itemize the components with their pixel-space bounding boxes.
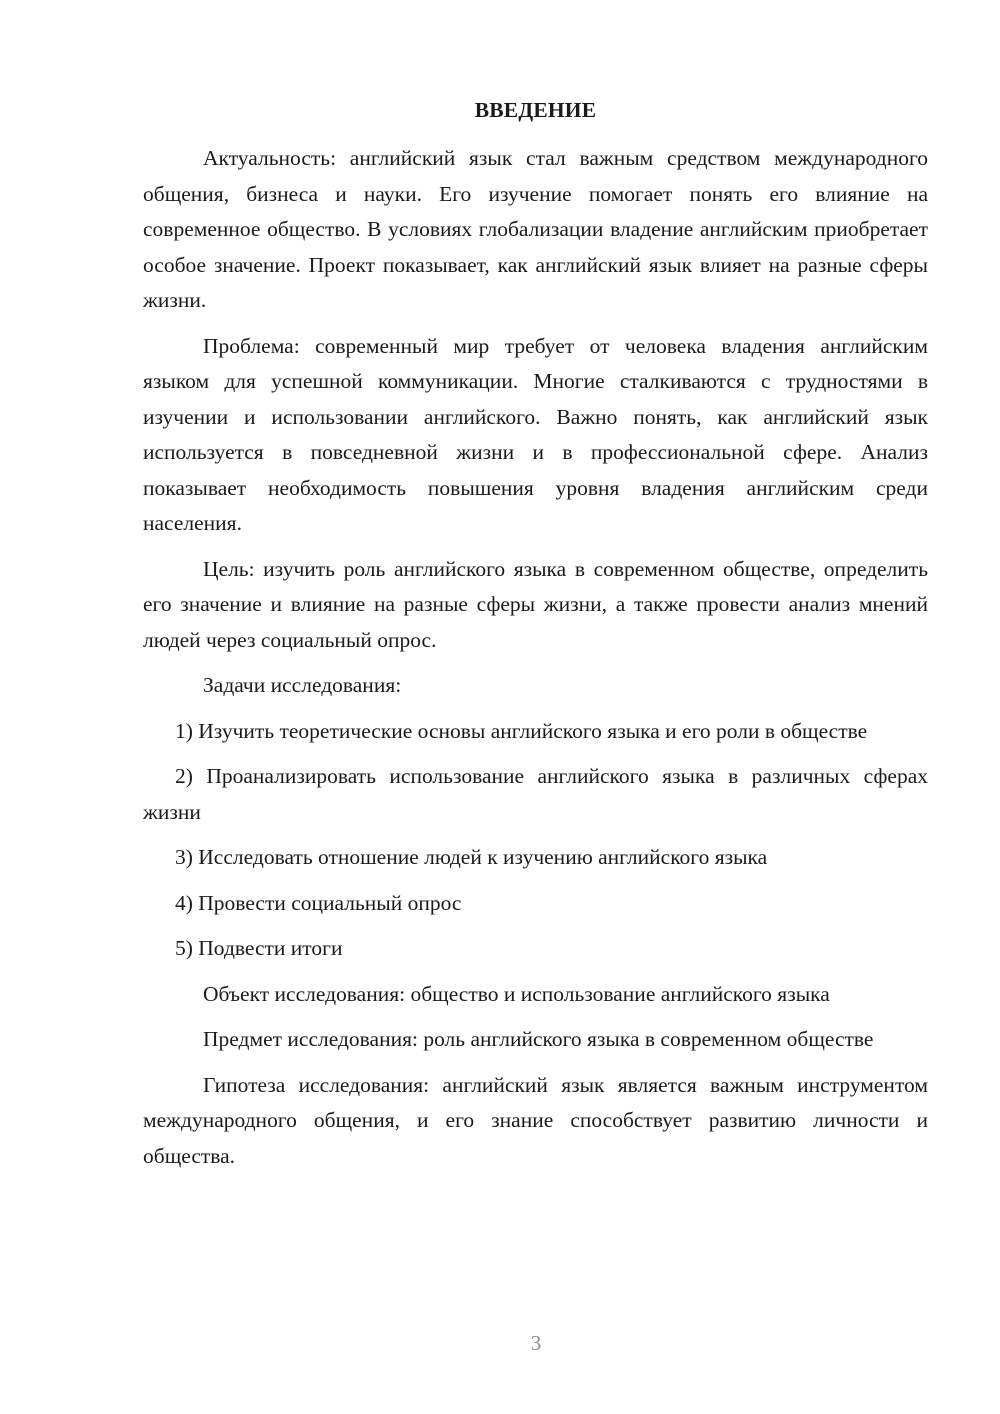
- tasks-heading: Задачи исследования:: [203, 673, 402, 697]
- task-item: 2) Проанализировать использование английского языка в различных сферах жизни: [143, 764, 928, 824]
- section-title: ВВЕДЕНИЕ: [474, 98, 597, 122]
- task-item: 1) Изучить теоретические основы английского языка и его роли в обществе: [175, 718, 868, 743]
- goal-paragraph: Цель: изучить роль английского языка в современном обществе, определить его значение и влияние на разные сферы жизни, а также провести анализ мнений людей через социальный опрос.: [143, 556, 928, 652]
- task-item: 4) Провести социальный опрос: [175, 890, 462, 915]
- relevance-paragraph: Актуальность: английский язык стал важным средством международного общения, бизнеса и науки. Его изучение помогает понять его влияние на современное общество. В условиях глобализации владение английским приобретает особое значение. Проект показывает, как английский язык влияет на разные сферы жизни.: [143, 146, 928, 312]
- task-item: 3) Исследовать отношение людей к изучению английского языка: [175, 845, 768, 869]
- task-item: 5) Подвести итоги: [175, 936, 343, 960]
- problem-paragraph: Проблема: современный мир требует от человека владения английским языком для успешной коммуникации. Многие сталкиваются с трудностями в изучении и использовании английского. Важно понять, как английский язык используется в повседневной жизни и в профессиональной сфере. Анализ показывает необходимость повышения уровня владения английским среди населения.: [143, 333, 928, 535]
- subject-paragraph: Предмет исследования: роль английского языка в современном обществе: [203, 1027, 874, 1051]
- document-page: [143, 92, 928, 1184]
- hypothesis-paragraph: Гипотеза исследования: английский язык является важным инструментом международного общения, и его знание способствует развитию личности и общества.: [143, 1072, 928, 1168]
- page-number: 3: [530, 1331, 542, 1355]
- object-paragraph: Объект исследования: общество и использование английского языка: [203, 981, 830, 1006]
